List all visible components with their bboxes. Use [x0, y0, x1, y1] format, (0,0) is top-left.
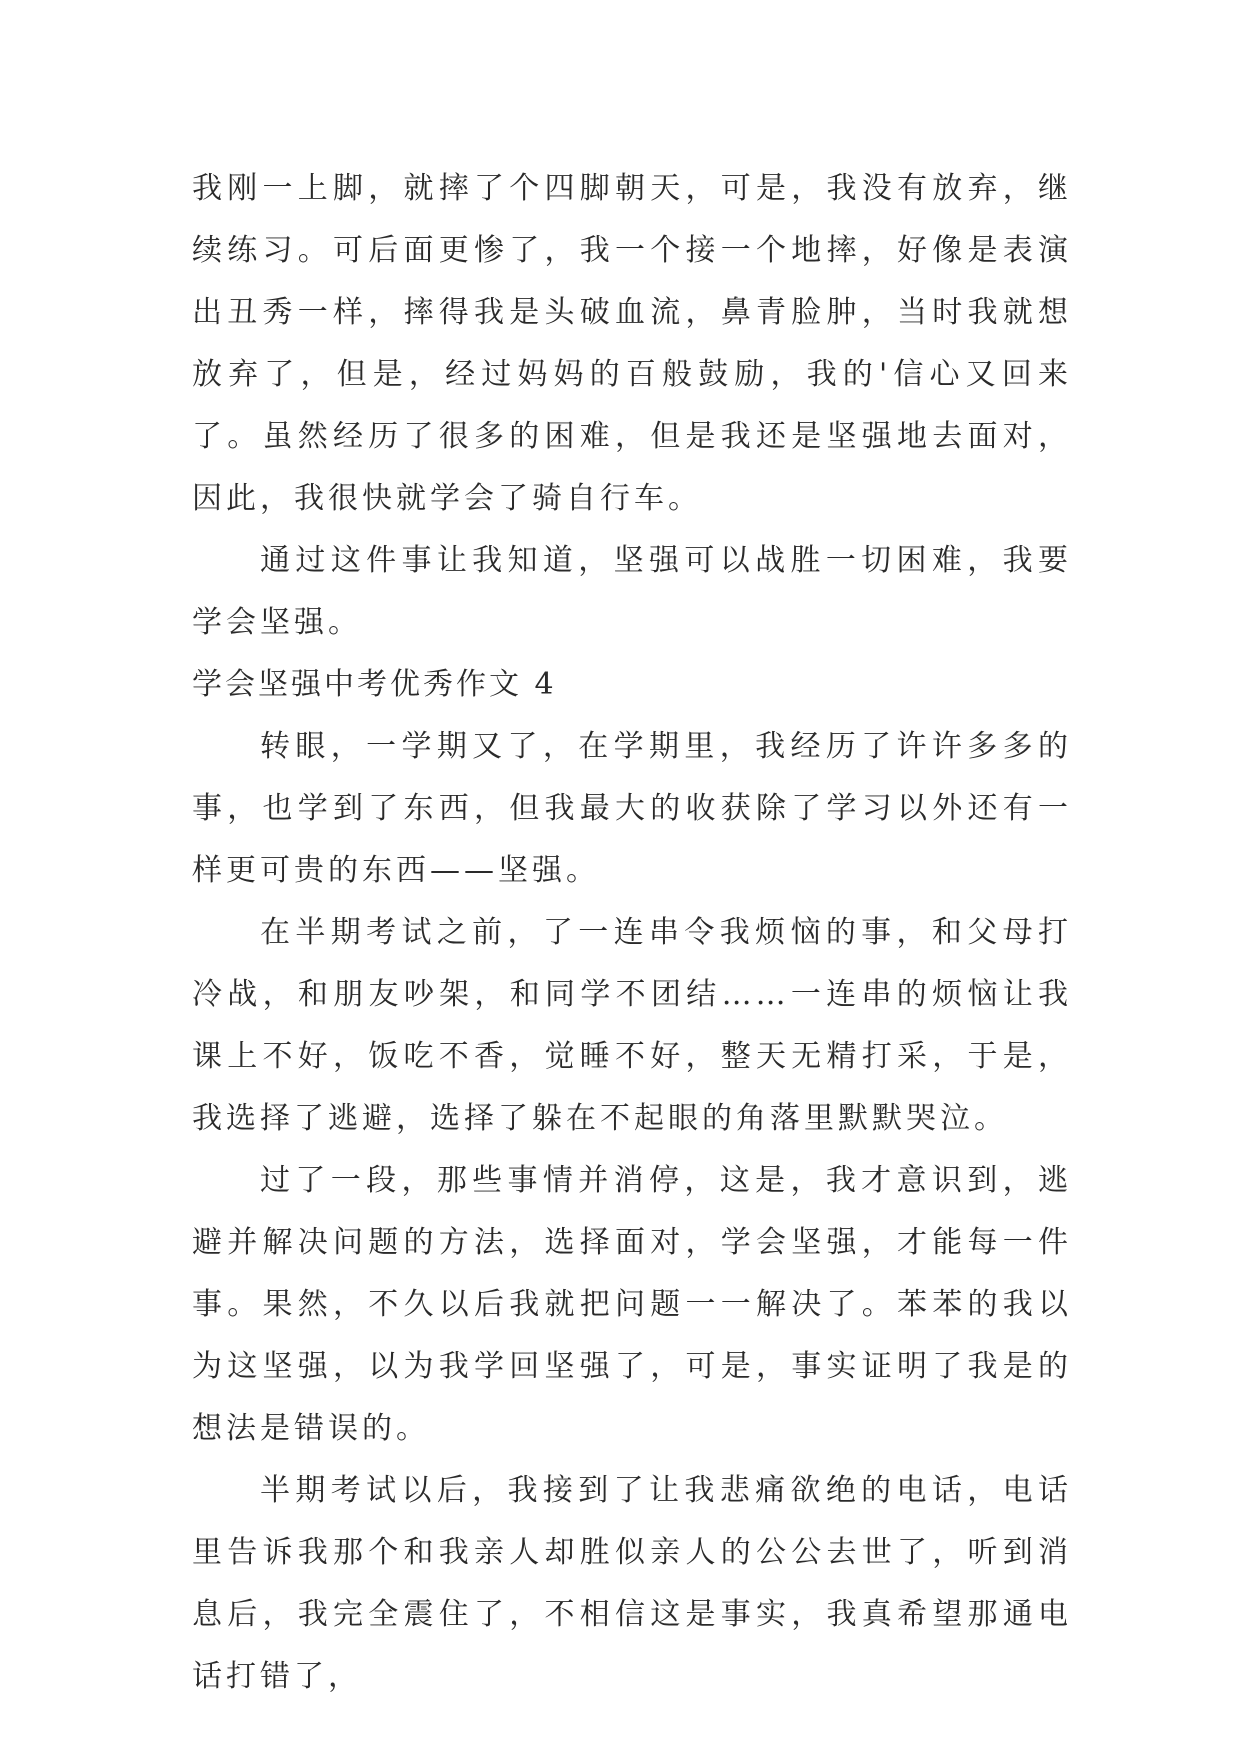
paragraph-6: 半期考试以后，我接到了让我悲痛欲绝的电话，电话里告诉我那个和我亲人却胜似亲人的公公去世了，听到消息后，我完全震住了，不相信这是事实，我真希望那通电话打错了， [192, 1473, 1072, 1694]
document-body [192, 158, 1072, 1708]
paragraph-1: 我刚一上脚，就摔了个四脚朝天，可是，我没有放弃，继续练习。可后面更惨了，我一个接一个地摔，好像是表演出丑秀一样，摔得我是头破血流，鼻青脸肿，当时我就想放弃了，但是，经过妈妈的百般鼓励，我的'信心又回来了。虽然经历了很多的困难，但是我还是坚强地去面对，因此，我很快就学会了骑自行车。 [192, 171, 1072, 516]
paragraph-4: 在半期考试之前，了一连串令我烦恼的事，和父母打冷战，和朋友吵架，和同学不团结……一连串的烦恼让我课上不好，饭吃不香，觉睡不好，整天无精打采，于是，我选择了逃避，选择了躲在不起眼的角落里默默哭泣。 [192, 915, 1072, 1136]
essay-heading: 学会坚强中考优秀作文 4 [192, 667, 557, 702]
paragraph-5: 过了一段，那些事情并消停，这是，我才意识到，逃避并解决问题的方法，选择面对，学会坚强，才能每一件事。果然，不久以后我就把问题一一解决了。苯苯的我以为这坚强，以为我学回坚强了，可是，事实证明了我是的想法是错误的。 [192, 1163, 1072, 1446]
paragraph-2: 通过这件事让我知道，坚强可以战胜一切困难，我要学会坚强。 [192, 543, 1072, 640]
paragraph-3: 转眼，一学期又了，在学期里，我经历了许许多多的事，也学到了东西，但我最大的收获除了学习以外还有一样更可贵的东西——坚强。 [192, 729, 1072, 888]
